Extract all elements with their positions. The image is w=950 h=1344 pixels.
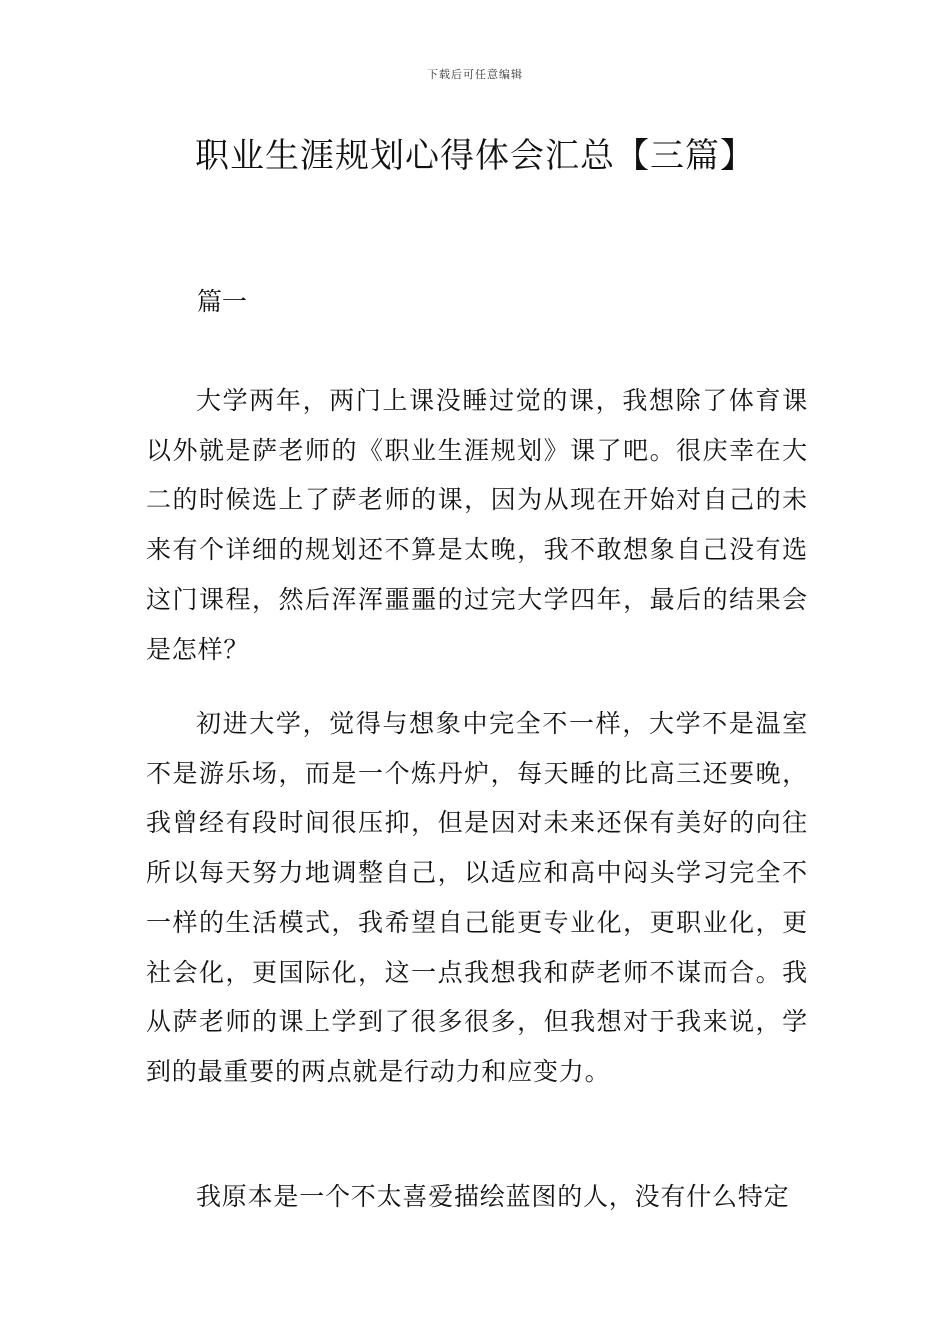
header-note: 下载后可任意编辑: [427, 68, 523, 81]
paragraph-2: 初进大学，觉得与想象中完全不一样，大学不是温室不是游乐场，而是一个炼丹炉，每天睡的比高三还要晚，我曾经有段时间很压抑，但是因对未来还保有美好的向往所以每天努力地调整自己，以适应和高中闷头学习完全不一样的生活模式，我希望自己能更专业化，更职业化，更社会化，更国际化，这一点我想我和萨老师不谋而合。我从萨老师的课上学到了很多很多，但我想对于我来说，学到的最重要的两点就是行动力和应变力。: [146, 709, 808, 1086]
paragraph-3: 我原本是一个不太喜爱描绘蓝图的人，没有什么特定: [196, 1182, 790, 1211]
paragraph-1: 大学两年，两门上课没睡过觉的课，我想除了体育课以外就是萨老师的《职业生涯规划》课了吧。很庆幸在大二的时候选上了萨老师的课，因为从现在开始对自己的未来有个详细的规划还不算是太晚，我不敢想象自己没有选这门课程，然后浑浑噩噩的过完大学四年，最后的结果会是怎样？: [146, 386, 808, 664]
section-label: 篇一: [197, 287, 248, 316]
document-title: 职业生涯规划心得体会汇总【三篇】: [195, 136, 755, 176]
